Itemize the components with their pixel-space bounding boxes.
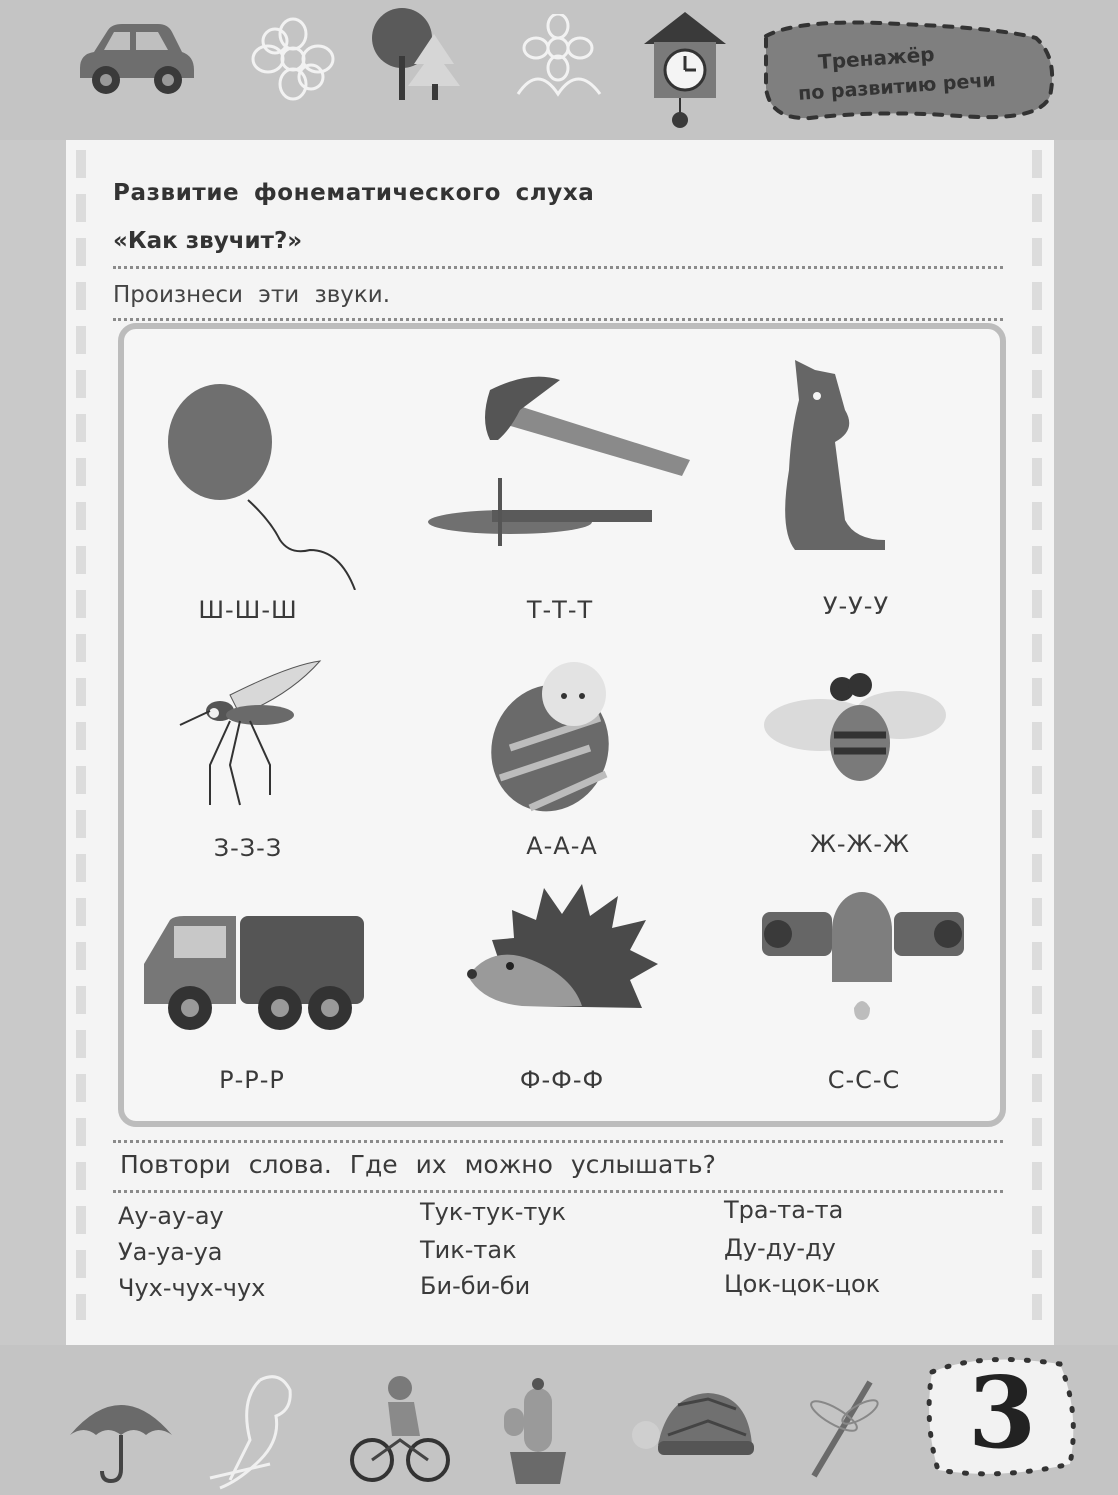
divider [113, 1190, 1003, 1193]
car-icon [70, 18, 200, 98]
word-item: Уа-уа-уа [118, 1238, 223, 1266]
sound-label: Ф-Ф-Ф [519, 1066, 605, 1094]
word-item: Ау-ау-ау [118, 1202, 224, 1230]
umbrella-icon [66, 1385, 176, 1485]
trees-icon [368, 6, 468, 102]
repeat-question: Повтори слова. Где их можно услышать? [120, 1150, 716, 1179]
divider [113, 318, 1003, 321]
word-item: Тук-тук-тук [420, 1198, 567, 1226]
word-item: Тра-та-та [724, 1196, 844, 1224]
sound-label: Ж-Ж-Ж [810, 830, 910, 858]
badge-shape [760, 18, 1060, 122]
cyclist-icon [350, 1370, 450, 1485]
section-title: Развитие фонематического слуха [113, 180, 595, 206]
sound-label: Т-Т-Т [526, 596, 594, 624]
left-border-dashes [76, 150, 86, 1320]
sound-label: Р-Р-Р [219, 1066, 285, 1094]
flower-icon [508, 14, 608, 106]
parrot-icon [200, 1360, 310, 1490]
right-border-dashes [1032, 150, 1042, 1320]
sound-label: З-З-З [213, 834, 283, 862]
word-item: Би-би-би [420, 1272, 531, 1300]
word-item: Ду-ду-ду [724, 1234, 836, 1262]
sound-label: У-У-У [822, 592, 890, 620]
word-item: Цок-цок-цок [724, 1270, 881, 1298]
sound-label: Ш-Ш-Ш [198, 596, 298, 624]
hedgehog-icon [462, 880, 662, 1040]
instruction-text: Произнеси эти звуки. [113, 282, 391, 308]
baby-icon [490, 648, 620, 818]
divider [113, 266, 1003, 269]
word-item: Тик-так [420, 1236, 517, 1264]
page-number: 3 [968, 1356, 1037, 1471]
faucet-icon [758, 890, 968, 1040]
cactus-icon [498, 1372, 578, 1487]
dragonfly-icon [794, 1372, 884, 1482]
wolf-icon [775, 350, 895, 555]
truck-icon [140, 908, 370, 1038]
divider [113, 1140, 1003, 1143]
word-item: Чух-чух-чух [118, 1274, 266, 1302]
badge-subtitle: по развитию речи [797, 69, 997, 105]
sound-label: С-С-С [827, 1066, 901, 1094]
hammer-nail-icon [420, 360, 700, 560]
bee-icon [760, 655, 950, 795]
mosquito-icon [170, 655, 330, 815]
section-subtitle: «Как звучит?» [113, 228, 303, 254]
badge-title: Тренажёр [817, 41, 936, 75]
sound-label: А-А-А [526, 832, 598, 860]
balloon-icon [160, 380, 360, 590]
cuckoo-clock-icon [640, 8, 730, 130]
flower-icon [248, 14, 338, 104]
turtle-icon [628, 1385, 758, 1475]
